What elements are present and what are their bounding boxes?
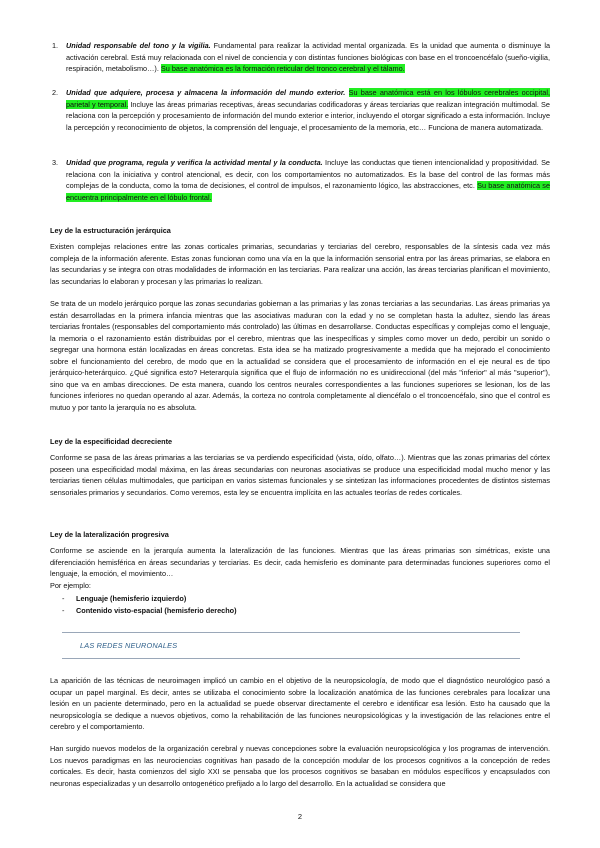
section-top-rule — [62, 632, 520, 633]
list-number: 3. — [52, 158, 59, 167]
section-bottom-rule — [62, 658, 520, 659]
paragraph-estructuracion-2: Se trata de un modelo jerárquico porque las zonas secundarias gobiernan a las primarias y las zonas terciarias a las secundarias. Las áreas primarias ya están desarrolladas en la primera infancia mientras que las asociativas maduran con la edad y no se completan hasta la adultez, siendo las áreas terciarias frontales (responsables del comportamiento más controlado) las últimas en desarrollarse. Conductas específicas y complejas como el lenguaje, la memoria o el razonamiento están distribuidas por el cerebro, mientras que las inespecíficas y simples como mover un dedo, percibir un sonido o segregar una hormona están localizadas en áreas concretas. Esta idea se ha matizado progresivamente a medida que ha mejorado el conocimiento sobre el funcionamiento del cerebro, de modo que en la actualidad se considera que el procesamiento de información en el eje neural es de tipo jerárquico-heterárquico. ¿Qué significa esto? Heterarquía significa que el flujo de información no es unidireccional (del más "inferior" al más "superior"), sino que va en ambas direcciones. De esta manera, cuando los centros neurales correspondientes a las funciones superiores se lesionan, los de las funciones inferiores no quedan operando al azar. Además, la corteza no controla completamente al diencéfalo o el troncoencéfalo, sino que el control es mutuo y por tanto la jerarquía no es absoluta. — [50, 299, 550, 412]
bullet-item-1: - Lenguaje (hemisferio izquierdo) — [62, 594, 187, 603]
paragraph-redes-2: Han surgido nuevos modelos de la organización cerebral y nuevas concepciones sobre la evaluación neuropsicológica y los programas de intervención. Los nuevos paradigmas en las neurociencias cognitivas han pasado de la concepción modular de los procesos cognitivos a la concepción de redes corticales. Es decir, hasta comienzos del siglo XXI se pensaba que los procesos cognitivos se basaban en módulos específicos y encapsulados con neuronas especializadas y un desarrollo ontogenético prefijado a lo largo del desarrollo. En la actualidad se considera que — [50, 744, 550, 788]
list-item-body: Fundamental para realizar la actividad mental organizada. Es la unidad que aumenta o disminuye la activación cerebral. Está muy relacionada con el nivel de conciencia y con distintas funciones biológicas con base en el troncoencéfalo (sueño-vigilia, respiración, metabolismo…). — [66, 41, 551, 73]
list-number: 1. — [52, 41, 59, 50]
list-item-title: Unidad que programa, regula y verifica la actividad mental y la conducta. — [66, 158, 323, 167]
bullet-text: Lenguaje (hemisferio izquierdo) — [76, 594, 187, 603]
bullet-item-2: - Contenido visto-espacial (hemisferio derecho) — [62, 606, 237, 615]
list-number: 2. — [52, 88, 59, 97]
section-heading-especificidad: Ley de la especificidad decreciente — [50, 437, 173, 446]
highlighted-text: Su base anatómica está en los lóbulos cerebrales occipital, parietal y temporal. — [66, 88, 551, 109]
section-title-redes: LAS REDES NEURONALES — [80, 641, 178, 650]
page-number: 2 — [297, 812, 303, 821]
por-ejemplo-label: Por ejemplo: — [50, 581, 91, 590]
list-item-1 — [52, 40, 551, 75]
list-item-body: Incluye las áreas primarias receptivas, áreas secundarias codificadoras y áreas terciarias que realizan integración multimodal. Se relaciona con la percepción y procesamiento de información del mundo exterior e interior, incluyendo el otorgar significado a esta información. Incluye la percepción y reconocimiento de objetos, la comprensión del lenguaje, el procesamiento de la memoria, etc… Funciona de manera automatizada. — [66, 99, 550, 132]
paragraph-especificidad: Conforme se pasa de las áreas primarias a las terciarias se va perdiendo especificidad (vista, oído, olfato…). Mientras que las zonas primarias del córtex poseen una especificidad modal máxima, en las áreas secundarias con neuronas asociativas se produce una especificidad modal mucho menor y las terciarias tienen células multimodales, que participan en varios sistemas funcionales y se sintetizan las informaciones procedentes de distintos sistemas sensoriales primarios y secundarios. Como veremos, esta ley se encuentra implícita en las actuales teorías de redes corticales. — [50, 453, 550, 497]
list-item-title: Unidad que adquiere, procesa y almacena la información del mundo exterior. — [66, 88, 346, 97]
paragraph-redes-1: La aparición de las técnicas de neuroimagen implicó un cambio en el objetivo de la neuropsicología, de modo que el diagnóstico neurológico pasó a ocupar un papel marginal. Es decir, antes se utilizaba el conocimiento sobre la localización anatómica de las funciones cerebrales para localizar una lesión en un paciente determinado, pero en la actualidad se puede observar directamente el cerebro e identificar esa lesión. Esto ha causado que la neuropsicología se dedique a nuevos objetivos, como la rehabilitación de las funciones neuropsicológicas y la investigación de las relaciones entre el cerebro y el comportamiento. — [50, 676, 550, 731]
list-item-2 — [52, 87, 551, 133]
paragraph-lateralizacion: Conforme se asciende en la jerarquía aumenta la lateralización de las funciones. Mientras que las áreas primarias son simétricas, existe una diferenciación hemisférica en áreas secundarias y terciarias. Es decir, cada hemisferio es dominante para determinadas funciones superiores como el lenguaje, la emoción, el movimiento… — [50, 546, 550, 578]
list-item-title: Unidad responsable del tono y la vigilia. — [66, 41, 211, 50]
paragraph-estructuracion-1: Existen complejas relaciones entre las zonas corticales primarias, secundarias y terciarias del cerebro, responsables de la síntesis cada vez más compleja de la información aferente. Estas zonas funcionan como una vía en la que la información sensorial entra por las áreas primarias, se elabora en las secundarias y se integra con otras modalidades de información en las terciarias. Para realizar una acción, las áreas terciarias planifican el movimiento, las secundarias lo elaboran y procesan y las primarias lo realizan. — [50, 242, 550, 286]
list-item-3 — [52, 157, 551, 203]
section-heading-estructuracion: Ley de la estructuración jerárquica — [50, 226, 171, 235]
section-heading-lateralizacion: Ley de la lateralización progresiva — [50, 530, 169, 539]
bullet-text: Contenido visto-espacial (hemisferio derecho) — [76, 606, 237, 615]
list-item-body: Incluye las conductas que tienen intencionalidad y propositividad. Se relaciona con la iniciativa y control atencional, es decir, con los comportamientos no automatizados. Es la base del control de las formas más complejas de la conducta, como la toma de decisiones, el control de impulsos, el razonamiento lógico, las abstracciones, etc. — [66, 158, 550, 190]
highlighted-text: Su base anatómica se encuentra principalmente en el lóbulo frontal. — [66, 181, 551, 202]
highlighted-text: Su base anatómica es la formación reticular del tronco cerebral y el tálamo. — [160, 64, 405, 73]
